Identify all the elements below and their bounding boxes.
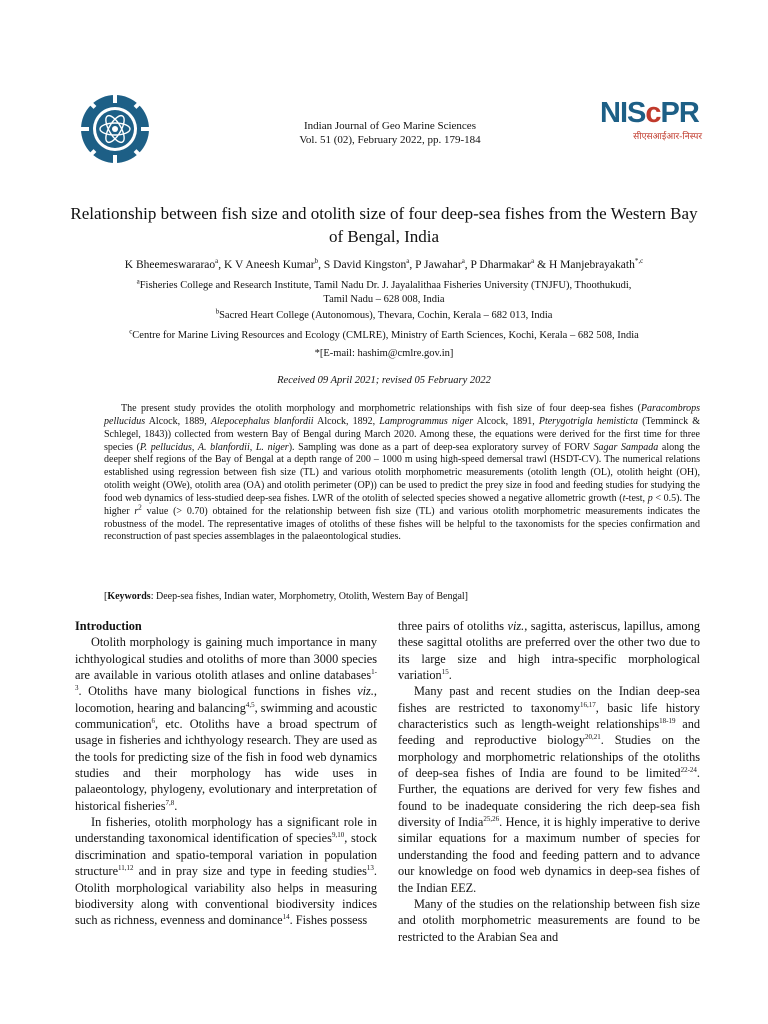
abstract: The present study provides the otolith morphology and morphometric relationships with fish size of four deep-sea fishes (Paracombrops pellucidus Alcock, 1889, Alepocephalus blanfordii Alcock, 1892, Lamprogrammus niger Alcock, 1891, Pterygotrigla hemisticta (Temminck & Schlegel, 1843)) collected from western Bay of Bengal during March 2020. Among these, the equations were derived for the first time for three species (P. pellucidus, A. blanfordii, L. niger). Sampling was done as a part of deep-sea exploratory survey of FORV Sagar Sampada along the deeper shelf regions of the Bay of Bengal at a depth range of 200 – 1000 m using high-speed demersal trawl (HSDT-CV). The numerical relations established using regression between fish size (TL) and various otolith morphometric measurements (otolith length (OL), otolith height (OH), otolith weight (OWe), otolith area (OA) and otolith perimeter (OP)) can be used to predict the prey size in food and feeding studies for studying the food web dynamics of less-studied deep-sea fishes. LWR of the otolith of selected species showed a negative allometric growth (t-test, p < 0.5). The higher $r^2$ value (> 0.70) obtained for the relationship between fish size (TL) and various otolith morphometric measurements indicates the robustness of the model. The representative images of otoliths of these fishes will be helpful to the taxonomists for the species confirmation and reconstruction of past species assemblages in the palaeontological studies. xyxy=(104,403,701,543)
author: P Jawahar xyxy=(415,259,462,271)
author: S David Kingston xyxy=(323,259,407,271)
journal-name: Indian Journal of Geo Marine Sciences xyxy=(304,120,476,132)
body-column-left xyxy=(75,618,377,929)
niscpr-hindi-text: सीएसआईआर-निस्पर xyxy=(633,132,702,142)
niscpr-logo xyxy=(600,97,702,142)
paragraph: three pairs of otoliths viz., sagitta, asteriscus, lapillus, among these sagittal otoliths are preferred over the other two due to its large size and high intra-specific morphological variation$^{15}$. xyxy=(398,619,700,683)
paper-title: Relationship between fish size and otolith size of four deep-sea fishes from the Western Bay of Bengal, India xyxy=(70,204,698,246)
volume-info: Vol. 51 (02), February 2022, pp. 179-184 xyxy=(299,134,481,146)
paragraph: Many of the studies on the relationship between fish size and otolith morphometric measurements are found to be restricted to the Arabian Sea and xyxy=(398,896,700,944)
author: H Manjebrayakath xyxy=(548,259,635,271)
author: K Bheemeswararao xyxy=(124,259,216,271)
keywords: [Keywords: Deep-sea fishes, Indian water, Morphometry, Otolith, Western Bay of Bengal] xyxy=(104,591,469,602)
affiliation-c: $^c$Centre for Marine Living Resources and Ecology (CMLRE), Ministry of Earth Sciences, Kochi, Kerala – 682 508, India xyxy=(129,327,639,341)
niscpr-logo-text: NIScPR xyxy=(600,97,699,129)
author: P Dharmakar xyxy=(470,259,532,271)
paragraph: In fisheries, otolith morphology has a significant role in understanding taxonomical identification of species$^{9,10}$, stock discrimination and spatio-temporal variation in population structure$^{11,12}$ and in pray size and type in feeding studies$^{13}$. Otolith morphological variability also helps in measuring biodiversity along with conventional biodiversity indices such as richness, evenness and dominance$^{14}$. Fishes possess xyxy=(75,815,378,928)
author: K V Aneesh Kumar xyxy=(224,259,315,271)
body-column-right xyxy=(398,618,700,945)
journal-header xyxy=(250,119,530,147)
email-link[interactable]: *[E-mail: hashim@cmlre.gov.in] xyxy=(314,348,454,359)
received-dates: Received 09 April 2021; revised 05 February 2022 xyxy=(277,375,491,386)
affiliation-b: $^b$Sacred Heart College (Autonomous), Thevara, Cochin, Kerala – 682 013, India xyxy=(215,307,553,321)
paragraph: Otolith morphology is gaining much importance in many ichthyological studies and otoliths of more than 3000 species are available in various otolith atlases and online databases$^{1-3}$. Otoliths have many biological functions in fishes viz., locomotion, hearing and balancing$^{4,5}$, swimming and acoustic communication$^6$, etc. Otoliths have a broad spectrum of usage in fisheries and ichthyology research. They are used as the tools for predicting size of the fish in food web dynamics studies and their morphology has wide uses in palaeontology, phylogeny, evolutionary and interpretation of historical fisheries$^{7,8}$. xyxy=(75,635,377,813)
keywords-label: Keywords xyxy=(107,591,151,602)
section-heading-introduction: Introduction xyxy=(75,619,142,633)
paragraph: Many past and recent studies on the Indian deep-sea fishes are restricted to taxonomy$^{16,17}$, basic life history characteristics such as length-weight relationships$^{18-19}$ and feeding and reproductive biology$^{20,21}$. Studies on the morphology and morphometric relationships of the otoliths of deep-sea fishes of India are found to be limited$^{22-24}$. Further, the equations are derived for very few fishes and found to be inadequate considering the rich deep-sea fish diversity of India$^{25,26}$. Hence, it is highly imperative to derive similar equations for a maximum number of species for understanding the food and feeding pattern and to advance our knowledge on food web dynamics in deep-sea fishes of the Indian EEZ. xyxy=(398,684,700,895)
affiliation-a: $^a$Fisheries College and Research Institute, Tamil Nadu Dr. J. Jayalalithaa Fisheries University (TNJFU), Thoothukudi, Tamil Nadu – 628 008, India xyxy=(136,277,632,305)
csir-logo xyxy=(80,94,150,164)
author-list: K Bheemeswararao$^a$, K V Aneesh Kumar$^b$, S David Kingston$^a$, P Jawahar$^a$, P Dharmakar$^a$ & H Manjebrayakath$^{*,c}$ xyxy=(124,257,644,271)
